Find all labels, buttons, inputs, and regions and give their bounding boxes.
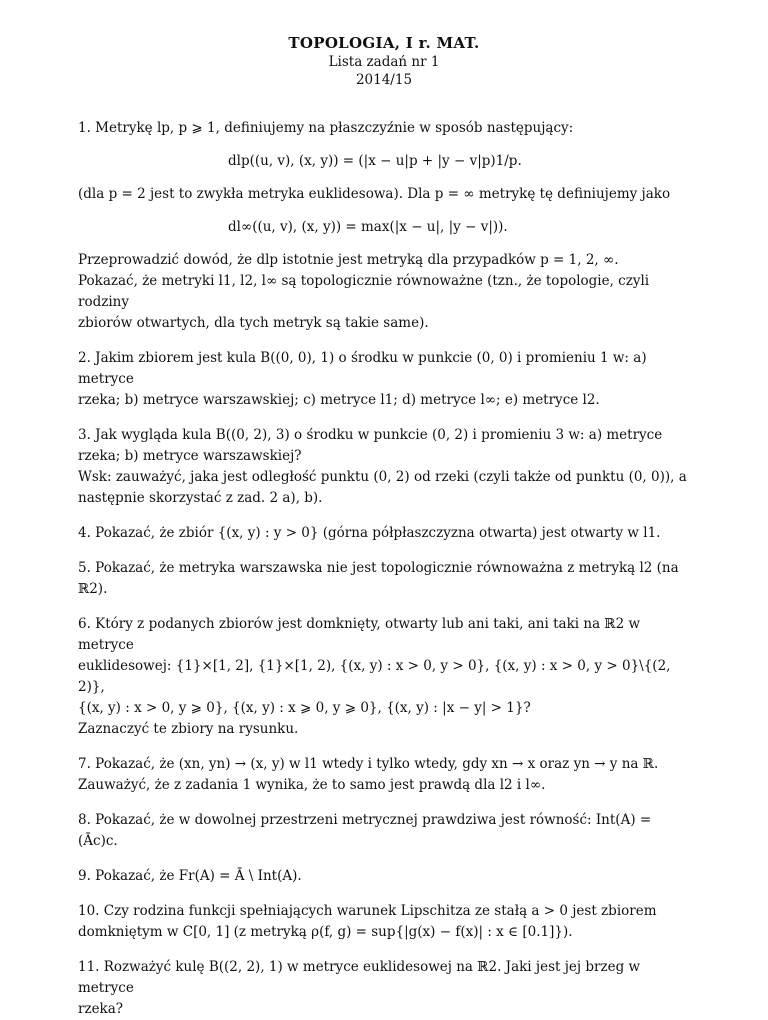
academic-year: 2014/15 [355, 72, 413, 88]
problem-9-line-1: 9. Pokazać, że Fr(A) = Ā \ Int(A). [78, 868, 302, 884]
problem-10 [78, 901, 690, 943]
problem-8-line-1: 8. Pokazać, że w dowolnej przestrzeni metrycznej prawdziwa jest równość: Int(A) = (Āc)c. [78, 812, 652, 849]
document-title: TOPOLOGIA, I r. MAT. [288, 34, 480, 52]
problem-6 [78, 614, 690, 740]
problem-10-line-1: 10. Czy rodzina funkcji spełniających warunek Lipschitza ze stałą a > 0 jest zbiorem [78, 903, 657, 919]
problem-9 [78, 866, 690, 887]
problem-2-line-1: 2. Jakim zbiorem jest kula B((0, 0), 1) o środku w punkcie (0, 0) i promieniu 1 w: a) metryce [78, 350, 647, 387]
problem-4 [78, 523, 690, 544]
problem-3-line-2: rzeka; b) metryce warszawskiej? [78, 448, 302, 464]
problem-2-line-2: rzeka; b) metryce warszawskiej; c) metryce l1; d) metryce l∞; e) metryce l2. [78, 392, 600, 408]
problem-3-line-4: następnie skorzystać z zad. 2 a), b). [78, 490, 323, 506]
document-subtitle: Lista zadań nr 1 [328, 54, 440, 70]
problem-2 [78, 348, 690, 411]
problem-8 [78, 810, 690, 852]
problem-1-tail-line-3: zbiorów otwartych, dla tych metryk są takie same). [78, 315, 429, 331]
problem-1-formula-linf: dl∞((u, v), (x, y)) = max(|x − u|, |y − v|)). [228, 219, 508, 235]
problem-10-line-2: domkniętym w C[0, 1] (z metryką ρ(f, g) = sup{|g(x) − f(x)| : x ∈ [0.1]}). [78, 924, 573, 940]
problem-1-formula-lp: dlp((u, v), (x, y)) = (|x − u|p + |y − v|p)1/p. [228, 153, 522, 169]
problem-6-line-2: euklidesowej: {1}×[1, 2], {1}×[1, 2), {(x, y) : x > 0, y > 0}, {(x, y) : x > 0, y > 0}\{(2, 2)}, [78, 658, 671, 695]
problem-6-line-4: Zaznaczyć te zbiory na rysunku. [78, 721, 299, 737]
problem-3-line-1: 3. Jak wygląda kula B((0, 2), 3) o środku w punkcie (0, 2) i promieniu 3 w: a) metryce [78, 427, 663, 443]
problem-1-tail-line-1: Przeprowadzić dowód, że dlp istotnie jest metryką dla przypadków p = 1, 2, ∞. [78, 252, 619, 268]
problem-1-line-1: 1. Metrykę lp, p ⩾ 1, definiujemy na płaszczyźnie w sposób następujący: [78, 120, 574, 136]
problem-7-line-2: Zauważyć, że z zadania 1 wynika, że to samo jest prawdą dla l2 i l∞. [78, 777, 546, 793]
problem-3 [78, 425, 690, 509]
problem-1-text-middle: (dla p = 2 jest to zwykła metryka euklidesowa). Dla p = ∞ metrykę tę definiujemy jako [78, 186, 671, 202]
problem-5 [78, 558, 690, 600]
problem-6-line-3: {(x, y) : x > 0, y ⩾ 0}, {(x, y) : x ⩾ 0, y ⩾ 0}, {(x, y) : |x − y| > 1}? [78, 700, 531, 716]
problem-4-line-1: 4. Pokazać, że zbiór {(x, y) : y > 0} (górna półpłaszczyzna otwarta) jest otwarty w l1. [78, 525, 661, 541]
problem-1 [78, 118, 690, 334]
document-header [0, 34, 768, 89]
problem-list [78, 118, 690, 1020]
problem-11-line-1: 11. Rozważyć kulę B((2, 2), 1) w metryce euklidesowej na ℝ2. Jaki jest jej brzeg w metryce [78, 959, 641, 996]
problem-6-line-1: 6. Który z podanych zbiorów jest domknięty, otwarty lub ani taki, ani taki na ℝ2 w metryce [78, 616, 641, 653]
problem-7 [78, 754, 690, 796]
problem-1-tail-line-2: Pokazać, że metryki l1, l2, l∞ są topologicznie równoważne (tzn., że topologie, czyli rodziny [78, 273, 650, 310]
problem-5-line-1: 5. Pokazać, że metryka warszawska nie jest topologicznie równoważna z metryką l2 (na ℝ2). [78, 560, 679, 597]
problem-11 [78, 957, 690, 1020]
problem-3-line-3: Wsk: zauważyć, jaka jest odległość punktu (0, 2) od rzeki (czyli także od punktu (0, 0)), a [78, 469, 687, 485]
problem-11-line-2: rzeka? [78, 1001, 124, 1017]
problem-7-line-1: 7. Pokazać, że (xn, yn) → (x, y) w l1 wtedy i tylko wtedy, gdy xn → x oraz yn → y na ℝ. [78, 756, 659, 772]
